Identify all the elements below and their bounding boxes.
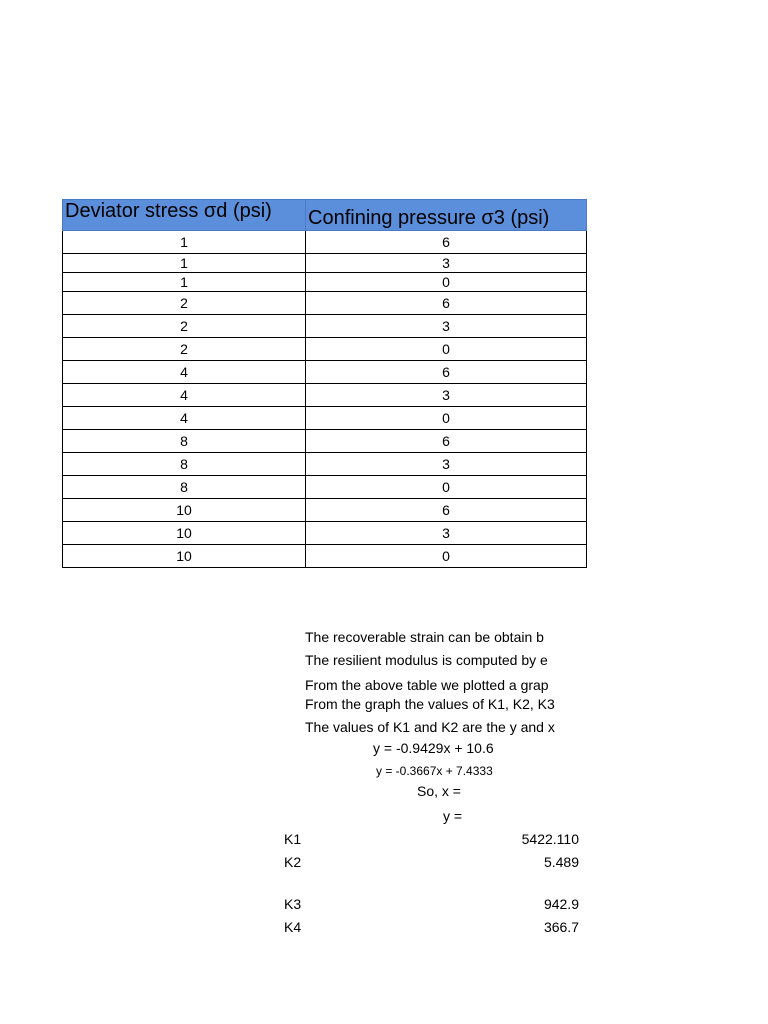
cell-confining[interactable]: 3: [306, 522, 587, 545]
cell-deviator[interactable]: 4: [63, 407, 306, 430]
k4-value[interactable]: 366.7: [543, 919, 579, 935]
cell-confining[interactable]: 0: [306, 476, 587, 499]
k3-value[interactable]: 942.9: [543, 896, 579, 912]
cell-confining[interactable]: 3: [306, 453, 587, 476]
so-x-label[interactable]: So, x =: [417, 783, 461, 799]
table-row: [63, 361, 587, 384]
cell-confining[interactable]: 0: [306, 407, 587, 430]
k2-label[interactable]: K2: [284, 854, 302, 870]
cell-deviator[interactable]: 1: [63, 273, 306, 292]
k1-value[interactable]: 5422.110: [521, 831, 579, 847]
table-row: [63, 522, 587, 545]
equation-line-1[interactable]: y = -0.9429x + 10.6: [373, 740, 494, 756]
header-deviator-stress[interactable]: Deviator stress σd (psi): [63, 200, 306, 231]
cell-deviator[interactable]: 2: [63, 292, 306, 315]
cell-deviator[interactable]: 1: [63, 231, 306, 254]
cell-confining[interactable]: 6: [306, 292, 587, 315]
cell-deviator[interactable]: 10: [63, 545, 306, 568]
note-graph-values[interactable]: From the graph the values of K1, K2, K3: [305, 696, 555, 712]
note-plotted-graph[interactable]: From the above table we plotted a grap: [305, 677, 549, 693]
cell-confining[interactable]: 6: [306, 499, 587, 522]
k4-label[interactable]: K4: [284, 919, 302, 935]
k3-label[interactable]: K3: [284, 896, 302, 912]
cell-confining[interactable]: 6: [306, 430, 587, 453]
y-label[interactable]: y =: [443, 808, 463, 824]
header-confining-pressure[interactable]: Confining pressure σ3 (psi): [306, 200, 587, 231]
table-row: [63, 453, 587, 476]
cell-confining[interactable]: 0: [306, 338, 587, 361]
cell-deviator[interactable]: 2: [63, 338, 306, 361]
table-row: [63, 430, 587, 453]
cell-deviator[interactable]: 8: [63, 430, 306, 453]
equation-line-2[interactable]: y = -0.3667x + 7.4333: [376, 764, 493, 778]
table-row: [63, 545, 587, 568]
table-row: [63, 476, 587, 499]
cell-deviator[interactable]: 1: [63, 254, 306, 273]
cell-deviator[interactable]: 4: [63, 361, 306, 384]
note-recoverable-strain[interactable]: The recoverable strain can be obtain b: [305, 629, 544, 645]
cell-deviator[interactable]: 10: [63, 522, 306, 545]
table-row: [63, 407, 587, 430]
cell-confining[interactable]: 3: [306, 254, 587, 273]
table-header-row: [63, 200, 587, 231]
stress-table: [62, 199, 587, 568]
cell-deviator[interactable]: 2: [63, 315, 306, 338]
note-resilient-modulus[interactable]: The resilient modulus is computed by e: [305, 652, 548, 668]
cell-confining[interactable]: 6: [306, 231, 587, 254]
table-row: [63, 338, 587, 361]
cell-deviator[interactable]: 8: [63, 453, 306, 476]
k2-value[interactable]: 5.489: [543, 854, 579, 870]
table-row: [63, 273, 587, 292]
table-row: [63, 315, 587, 338]
table-row: [63, 499, 587, 522]
table-row: [63, 254, 587, 273]
cell-confining[interactable]: 6: [306, 361, 587, 384]
table-row: [63, 231, 587, 254]
cell-confining[interactable]: 3: [306, 315, 587, 338]
k1-label[interactable]: K1: [284, 831, 302, 847]
cell-confining[interactable]: 0: [306, 273, 587, 292]
table-row: [63, 384, 587, 407]
cell-confining[interactable]: 3: [306, 384, 587, 407]
table-row: [63, 292, 587, 315]
note-k1-k2-values[interactable]: The values of K1 and K2 are the y and x: [305, 719, 555, 735]
cell-deviator[interactable]: 4: [63, 384, 306, 407]
cell-deviator[interactable]: 8: [63, 476, 306, 499]
cell-confining[interactable]: 0: [306, 545, 587, 568]
cell-deviator[interactable]: 10: [63, 499, 306, 522]
